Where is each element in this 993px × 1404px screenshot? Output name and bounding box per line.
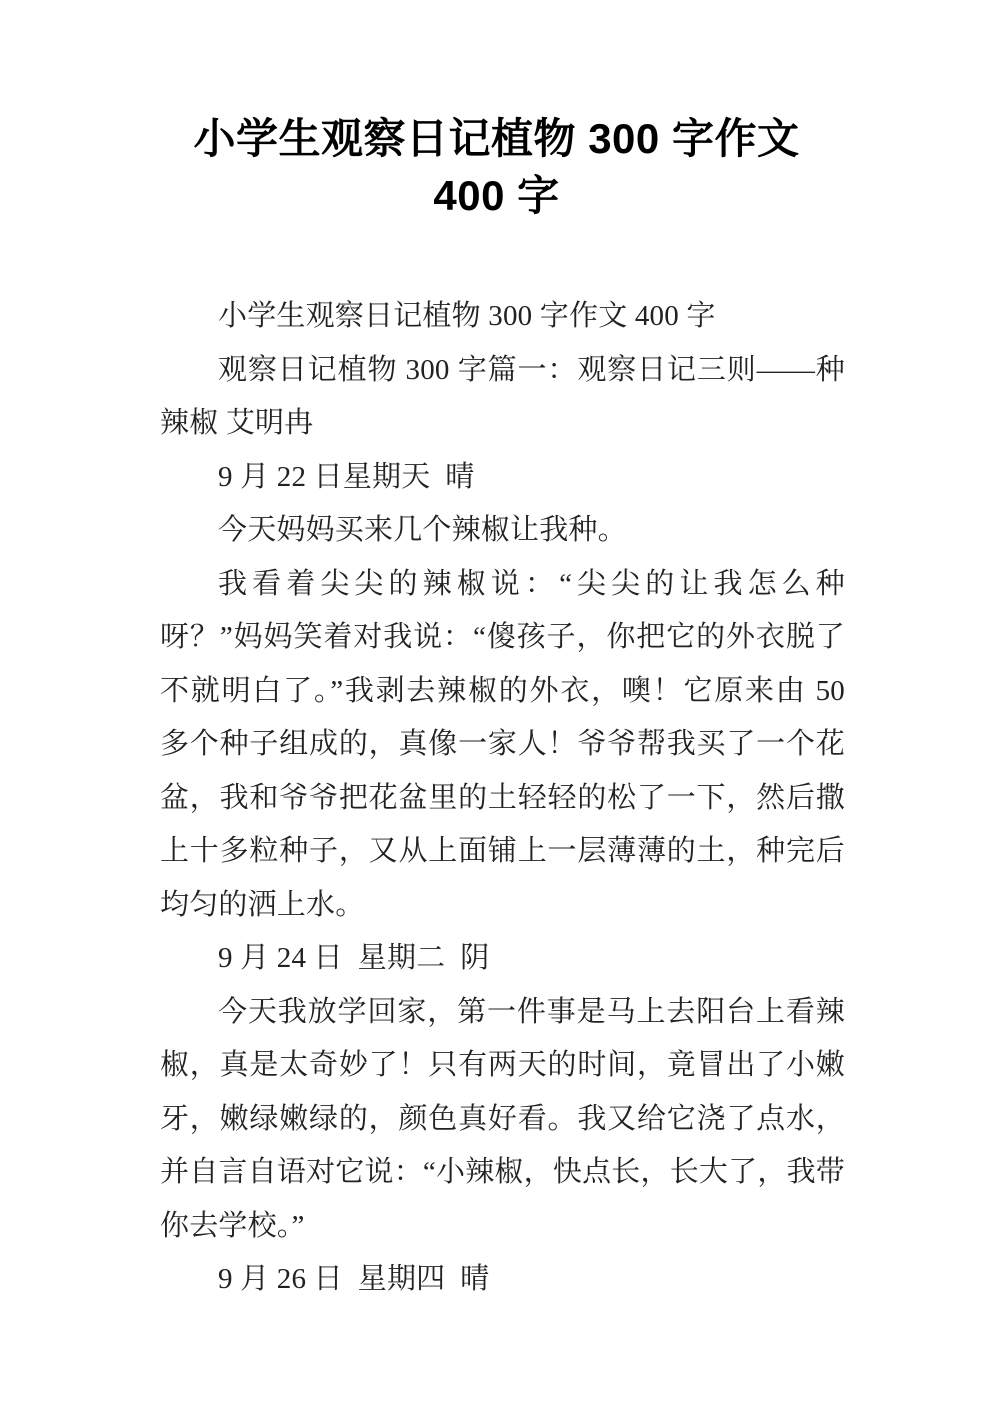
diary-entry-1-paragraph-a: 今天妈妈买来几个辣椒让我种。 [218,514,627,546]
diary-entry-1-paragraph-b: 我看着尖尖的辣椒说：“尖尖的让我怎么种呀？”妈妈笑着对我说：“傻孩子，你把它的外衣脱了不就明白了。”我剥去辣椒的外衣，噢！它原来由 50 多个种子组成的，真像一家人！爷爷帮我买了一个花盆，我和爷爷把花盆里的土轻轻的松了一下，然后撒上十多粒种子，又从上面铺上一层薄薄的土，种完后均匀的洒上水。 [160,567,853,921]
paragraph-section-heading: 观察日记植物 300 字篇一：观察日记三则——种辣椒 艾明冉 [160,353,845,439]
diary-entry-2-paragraph: 今天我放学回家，第一件事是马上去阳台上看辣椒，真是太奇妙了！只有两天的时间，竟冒出了小嫩牙，嫩绿嫩绿的，颜色真好看。我又给它浇了点水，并自言自语对它说：“小辣椒，快点长，长大了，我带你去学校。” [160,995,845,1242]
document-title: 小学生观察日记植物 300 字作文 400 字 [193,115,800,219]
diary-date-line-3: 9 月 26 日 星期四 晴 [218,1263,490,1295]
diary-date-line-2: 9 月 24 日 星期二 阴 [218,942,490,974]
diary-date-line-1: 9 月 22 日星期天 晴 [218,460,475,493]
paragraph-title-restate: 小学生观察日记植物 300 字作文 400 字 [218,300,716,332]
document-body [160,290,853,1307]
